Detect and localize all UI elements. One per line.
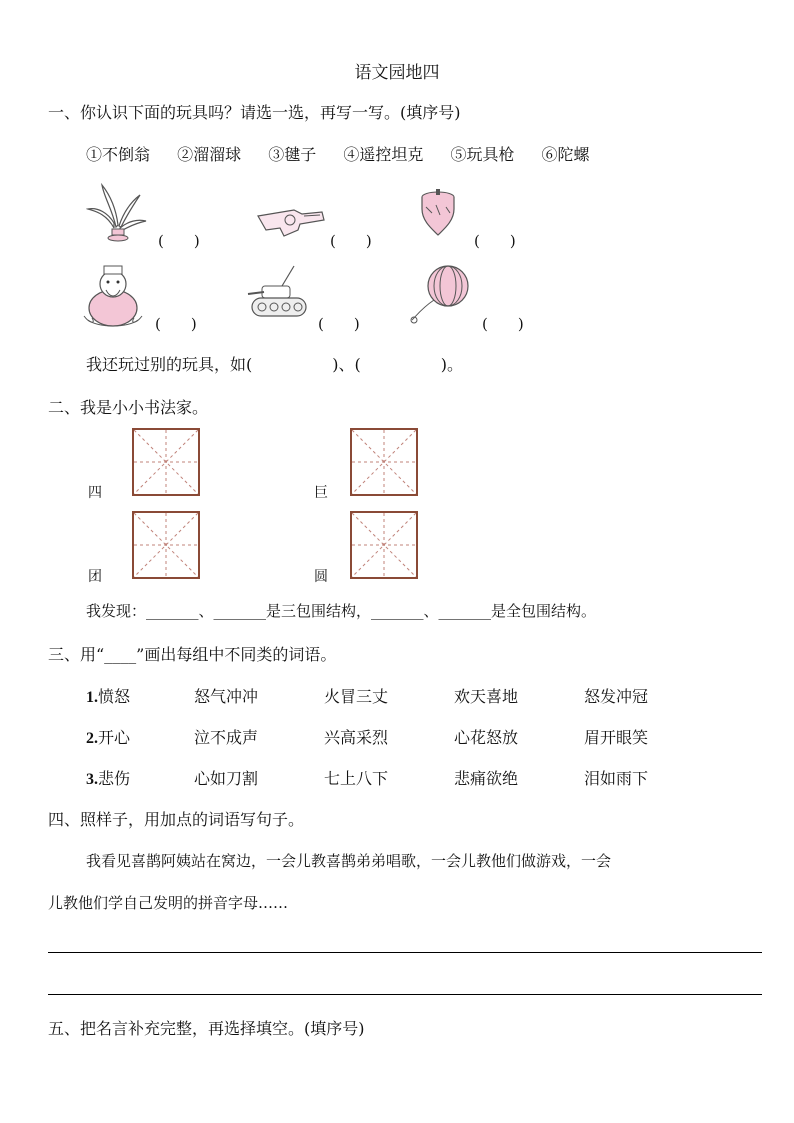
q2-heading: 二、我是小小书法家。 [48, 398, 209, 417]
q5-heading: 五、把名言补充完整，再选择填空。(填序号) [48, 1019, 365, 1038]
char-ju: 巨 [314, 485, 328, 501]
remote-tank-icon [246, 264, 310, 322]
group-3-num: 3.悲伤 [86, 769, 131, 788]
word-item[interactable]: 悲痛欲绝 [454, 769, 519, 788]
q1-options [86, 142, 612, 165]
answer-line[interactable] [48, 994, 762, 995]
group-2-num: 2.开心 [86, 728, 131, 747]
writing-grid[interactable] [132, 428, 200, 496]
toy-gun-icon [254, 206, 326, 240]
answer-paren-3[interactable]: ( ) [474, 232, 516, 250]
spinning-top-icon [418, 187, 458, 237]
shuttlecock-icon [86, 183, 148, 243]
option-6: ⑥陀螺 [541, 145, 590, 164]
q4-heading: 四、照样子，用加点的词语写句子。 [48, 810, 305, 829]
option-5: ⑤玩具枪 [450, 145, 515, 164]
word-item[interactable]: 眉开眼笑 [584, 728, 649, 747]
option-4: ④遥控坦克 [343, 145, 424, 164]
char-tuan: 团 [88, 569, 102, 585]
writing-grid[interactable] [132, 511, 200, 579]
other-toys-line[interactable]: 我还玩过别的玩具，如( )、( )。 [86, 355, 463, 374]
word-item[interactable]: 泪如雨下 [584, 769, 649, 788]
q2-finding[interactable]: 我发现：_______、_______是三包围结构，_______、_______是全包围结构。 [86, 602, 597, 620]
yoyo-icon [408, 264, 472, 326]
word-item[interactable]: 心花怒放 [454, 728, 519, 747]
example-line-2: 儿教他们学自己发明的拼音字母…… [48, 894, 289, 912]
word-item[interactable]: 心如刀割 [194, 769, 259, 788]
group-1-num: 1.愤怒 [86, 687, 131, 706]
word-item[interactable]: 泣不成声 [194, 728, 259, 747]
word-item[interactable]: 兴高采烈 [324, 728, 389, 747]
q1-heading: 一、你认识下面的玩具吗？请选一选，再写一写。(填序号) [48, 103, 461, 122]
word-item[interactable]: 火冒三丈 [324, 687, 389, 706]
answer-paren-5[interactable]: ( ) [318, 315, 360, 333]
char-yuan: 圆 [314, 569, 328, 585]
q3-heading: 三、用“____”画出每组中不同类的词语。 [48, 645, 337, 664]
word-item[interactable]: 欢天喜地 [454, 687, 519, 706]
answer-paren-6[interactable]: ( ) [482, 315, 524, 333]
answer-paren-4[interactable]: ( ) [155, 315, 197, 333]
char-si: 四 [88, 485, 102, 501]
writing-grid[interactable] [350, 511, 418, 579]
word-item[interactable]: 怒发冲冠 [584, 687, 649, 706]
answer-line[interactable] [48, 952, 762, 953]
option-1: ①不倒翁 [86, 145, 151, 164]
option-2: ②溜溜球 [177, 145, 242, 164]
option-3: ③毽子 [268, 145, 317, 164]
word-item[interactable]: 怒气冲冲 [194, 687, 259, 706]
page-title: 语文园地四 [354, 63, 440, 83]
answer-paren-2[interactable]: ( ) [330, 232, 372, 250]
grid-guides [352, 430, 416, 494]
grid-guides [134, 430, 198, 494]
answer-paren-1[interactable]: ( ) [158, 232, 200, 250]
example-line-1: 我看见喜鹊阿姨站在窝边，一会儿教喜鹊弟弟唱歌，一会儿教他们做游戏，一会 [86, 852, 612, 870]
word-item[interactable]: 七上八下 [324, 769, 389, 788]
grid-guides [134, 513, 198, 577]
roly-poly-icon [82, 262, 144, 330]
writing-grid[interactable] [350, 428, 418, 496]
grid-guides [352, 513, 416, 577]
